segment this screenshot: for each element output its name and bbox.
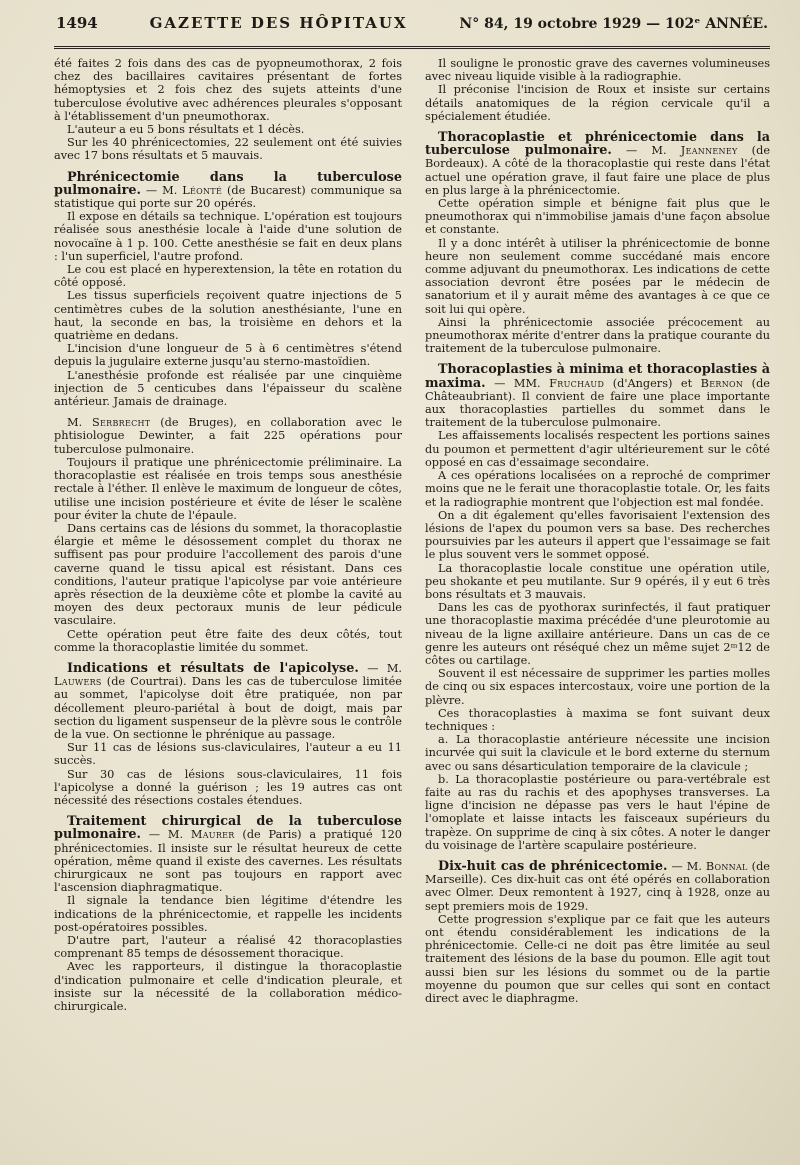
journal-title: GAZETTE DES HÔPITAUX	[149, 14, 408, 32]
paragraph: La thoracoplastie locale constitue une opération utile, peu shokante et peu mutilante. Sur 9 opérés, il y eut 6 très bons résultats et 3 mauvais.	[425, 561, 770, 601]
paragraph: A ces opérations localisées on a reproché de comprimer moins que ne le ferait une thoracoplastie totale. Or, les faits et la radiographie montrent que l'objection est mal fondée.	[425, 469, 770, 509]
section-maurer: Traitement chirurgical de la tuberculose pulmonaire. — M. Maurer (de Paris) a pratiqué 120 phrénicectomies. Il insiste sur le résultat heureux de cette opération, même quand il existe des cavernes. Les résultats chirurgicaux ne sont pas toujours en rapport avec l'ascension diaphragmatique.	[54, 814, 402, 895]
paragraph: Dans les cas de pyothorax surinfectés, il faut pratiquer une thoracoplastie maxima précédée d'une pleurotomie au niveau de la ligne axillaire antérieure. Dans un cas de ce genre les auteurs ont réséqué chez un même sujet 2ᵐ12 de côtes ou cartilage.	[425, 601, 770, 667]
paragraph: Cette progression s'explique par ce fait que les auteurs ont étendu considérablement les indications de la phrénicectomie. Celle-ci ne doit pas être limitée au seul traitement des lésions de la base du poumon. Elle agit tout aussi bien sur les lésions du sommet ou de la partie moyenne du poumon que sur celles qui sont en contact direct avec le diaphragme.	[425, 912, 770, 1006]
paragraph: Sur les 40 phrénicectomies, 22 seulement ont été suivies avec 17 bons résultats et 5 mauvais.	[54, 136, 402, 163]
author-name: Bonnal	[705, 859, 748, 873]
section-fruchaud-bernon: Thoracoplasties à minima et thoracoplasties à maxima. — MM. Fruchaud (d'Angers) et Bernon (de Châteaubriant). Il convient de faire une place importante aux thoracoplasties partielles du sommet dans le traitement de la tuberculose pulmonaire.	[425, 362, 770, 430]
section-serbrecht: M. Serbrecht (de Bruges), en collaboration avec le phtisiologue Dewinter, a fait 225 opérations pour tuberculose pulmonaire.	[54, 416, 403, 456]
paragraph: Il préconise l'incision de Roux et insiste sur certains détails anatomiques de la région cervicale qu'il a spécialement étudiée.	[425, 83, 770, 123]
paragraph: Il signale la tendance bien légitime d'étendre les indications de la phrénicectomie, et rappelle les incidents post-opératoires possibles.	[54, 894, 402, 934]
author-name: Jeanneney	[680, 144, 738, 158]
paragraph: Les affaissements localisés respectent les portions saines du poumon et permettent d'agir ultérieurement sur le côté opposé en cas d'essaimage secondaire.	[425, 429, 770, 469]
left-column	[54, 57, 402, 1013]
columns	[54, 57, 770, 1013]
header-rule	[54, 46, 770, 49]
paragraph: D'autre part, l'auteur a réalisé 42 thoracoplasties comprenant 85 temps de désossement thoracique.	[54, 934, 402, 961]
list-item: a. La thoracoplastie antérieure nécessite une incision incurvée qui suit la clavicule et le bord externe du sternum avec ou sans désarticulation temporaire de la clavicule ;	[425, 733, 770, 773]
paragraph: Dans certains cas de lésions du sommet, la thoracoplastie élargie et même le désossement complet du thorax ne suffisent pas pour produire l'accollement des parois d'une caverne quand le tissu apical est résistant. Dans ces conditions, l'auteur pratique l'apicolyse par voie antérieure après résection de la deuxième côte et plombe la cavité au moyen des deux pectoraux munis de leur pédicule vasculaire.	[54, 521, 402, 628]
paragraph: L'incision d'une longueur de 5 à 6 centimètres s'étend depuis la jugulaire externe jusqu'au sterno-mastoïdien.	[54, 342, 402, 369]
section-heading: Phrénicectomie dans la tuberculose pulmonaire.	[54, 169, 402, 198]
author-name: Fruchaud	[549, 376, 605, 390]
section-jeanneney: Thoracoplastie et phrénicectomie dans la tuberculose pulmonaire. — M. Jeanneney (de Bordeaux). A côté de la thoracoplastie qui reste dans l'état actuel une opération grave, il faut faire une place de plus en plus large à la phrénicectomie.	[425, 130, 771, 197]
paragraph: Sur 11 cas de lésions sus-claviculaires, l'auteur a eu 11 succès.	[54, 741, 402, 768]
page-number: 1494	[56, 14, 98, 32]
section-leonte: Phrénicectomie dans la tuberculose pulmonaire. — M. Léonté (de Bucarest) communique sa statistique qui porte sur 20 opérés.	[54, 169, 402, 211]
paragraph: Cette opération peut être faite des deux côtés, tout comme la thoracoplastie limitée du sommet.	[54, 627, 402, 654]
right-column	[425, 57, 770, 1013]
section-heading: Indications et résultats de l'apicolyse.	[67, 660, 359, 676]
paragraph: Ces thoracoplasties à maxima se font suivant deux techniques :	[425, 706, 770, 733]
paragraph: été faites 2 fois dans des cas de pyopneumothorax, 2 fois chez des bacillaires cavitaires présentant de fortes hémoptysies et 2 fois chez des sujets atteints d'une tuberculose évolutive avec adhérences pleurales s'opposant à l'établissement d'un pneumothorax.	[54, 57, 402, 123]
paragraph: Le cou est placé en hyperextension, la tête en rotation du côté opposé.	[54, 263, 402, 290]
section-lauwers: Indications et résultats de l'apicolyse. — M. Lauwers (de Courtrai). Dans les cas de tuberculose limitée au sommet, l'apicolyse doit être pratiquée, non par décollement pleuro-pariétal à bout de doigt, mais par section du ligament suspenseur de la plèvre sous le contrôle de la vue. On sectionne le phrénique au passage.	[54, 660, 403, 741]
section-heading: Dix-huit cas de phrénicectomie.	[438, 858, 668, 874]
paragraph: Cette opération simple et bénigne fait plus que le pneumothorax qui n'immobilise jamais d'une façon absolue et constante.	[425, 197, 770, 237]
author-name: Serbrecht	[91, 416, 151, 430]
paragraph: Les tissus superficiels reçoivent quatre injections de 5 centimètres cubes de la solution anesthésiante, l'une en haut, la seconde en bas, la troisième en dehors et la quatrième en dedans.	[54, 289, 402, 343]
paragraph: Il expose en détails sa technique. L'opération est toujours réalisée sous anesthésie locale à l'aide d'une solution de novocaïne à 1 p. 100. Cette anesthésie se fait en deux plans : l'un superficiel, l'autre profond.	[54, 210, 402, 263]
section-heading: Traitement chirurgical de la tuberculose pulmonaire.	[54, 814, 402, 843]
author-name: Bernon	[700, 376, 744, 390]
issue-info: N° 84, 19 octobre 1929 — 102ᵉ ANNÉE.	[459, 16, 768, 32]
section-bonnal: Dix-huit cas de phrénicectomie. — M. Bonnal (de Marseille). Ces dix-huit cas ont été opérés en collaboration avec Olmer. Deux remontent à 1927, cinq à 1928, onze au sept premiers mois de 1929.	[425, 858, 770, 913]
paragraph: On a dit également qu'elles favorisaient l'extension des lésions de l'apex du poumon vers sa base. Des recherches poursuivies par les auteurs il appert que l'essaimage se fait le plus souvent vers le sommet opposé.	[425, 508, 770, 562]
paragraph: Sur 30 cas de lésions sous-claviculaires, 11 fois l'apicolyse a donné la guérison ; les 19 autres cas ont nécessité des résections costales étendues.	[54, 767, 402, 807]
page-header	[54, 14, 770, 44]
paragraph: L'auteur a eu 5 bons résultats et 1 décès.	[67, 123, 305, 137]
list-item: b. La thoracoplastie postérieure ou para-vertébrale est faite au ras du rachis et des apophyses transverses. La ligne d'incision ne dépasse pas vers le haut l'épine de l'omoplate et laisse intacts les faisceaux supérieurs du trapèze. On supprime de cinq à six côtes. A noter le danger du voisinage de l'artère scapulaire postérieure.	[425, 772, 770, 852]
section-heading: Thoracoplasties à minima et thoracoplasties à maxima.	[425, 362, 770, 391]
paragraph: Il y a donc intérêt à utiliser la phrénicectomie de bonne heure non seulement comme succédané mais encore comme adjuvant du pneumothorax. Les indications de cette association devront être posées par le médecin de sanatorium et il y aurait même des avantages à ce que ce soit lui qui opère.	[425, 236, 770, 316]
paragraph: Avec les rapporteurs, il distingue la thoracoplastie d'indication pulmonaire et celle d'indication pleurale, et insiste sur la nécessité de la collaboration médico-chirurgicale.	[54, 960, 402, 1014]
author-name: Léonté	[182, 183, 223, 197]
paragraph: Souvent il est nécessaire de supprimer les parties molles de cinq ou six espaces intercostaux, voire une portion de la plèvre.	[425, 667, 770, 707]
author-name: Maurer	[190, 828, 235, 842]
paragraph: Il souligne le pronostic grave des cavernes volumineuses avec niveau liquide visible à la radiographie.	[425, 57, 770, 84]
section-heading: Thoracoplastie et phrénicectomie dans la tuberculose pulmonaire.	[425, 130, 770, 159]
paragraph: Ainsi la phrénicectomie associée précocement au pneumothorax mérite d'entrer dans la pratique courante du traitement de la tuberculose pulmonaire.	[425, 315, 770, 356]
paragraph: L'anesthésie profonde est réalisée par une cinquième injection de 5 centicubes dans l'épaisseur du scalène antérieur. Jamais de drainage.	[54, 368, 402, 409]
paragraph: Toujours il pratique une phrénicectomie préliminaire. La thoracoplastie est réalisée en trois temps sous anesthésie rectale à l'éther. Il enlève le maximum de longueur de côtes, utilise une incision postérieure et évite de léser le scalène pour éviter la chute de l'épaule.	[54, 455, 402, 522]
author-name: Lauwers	[54, 675, 102, 689]
